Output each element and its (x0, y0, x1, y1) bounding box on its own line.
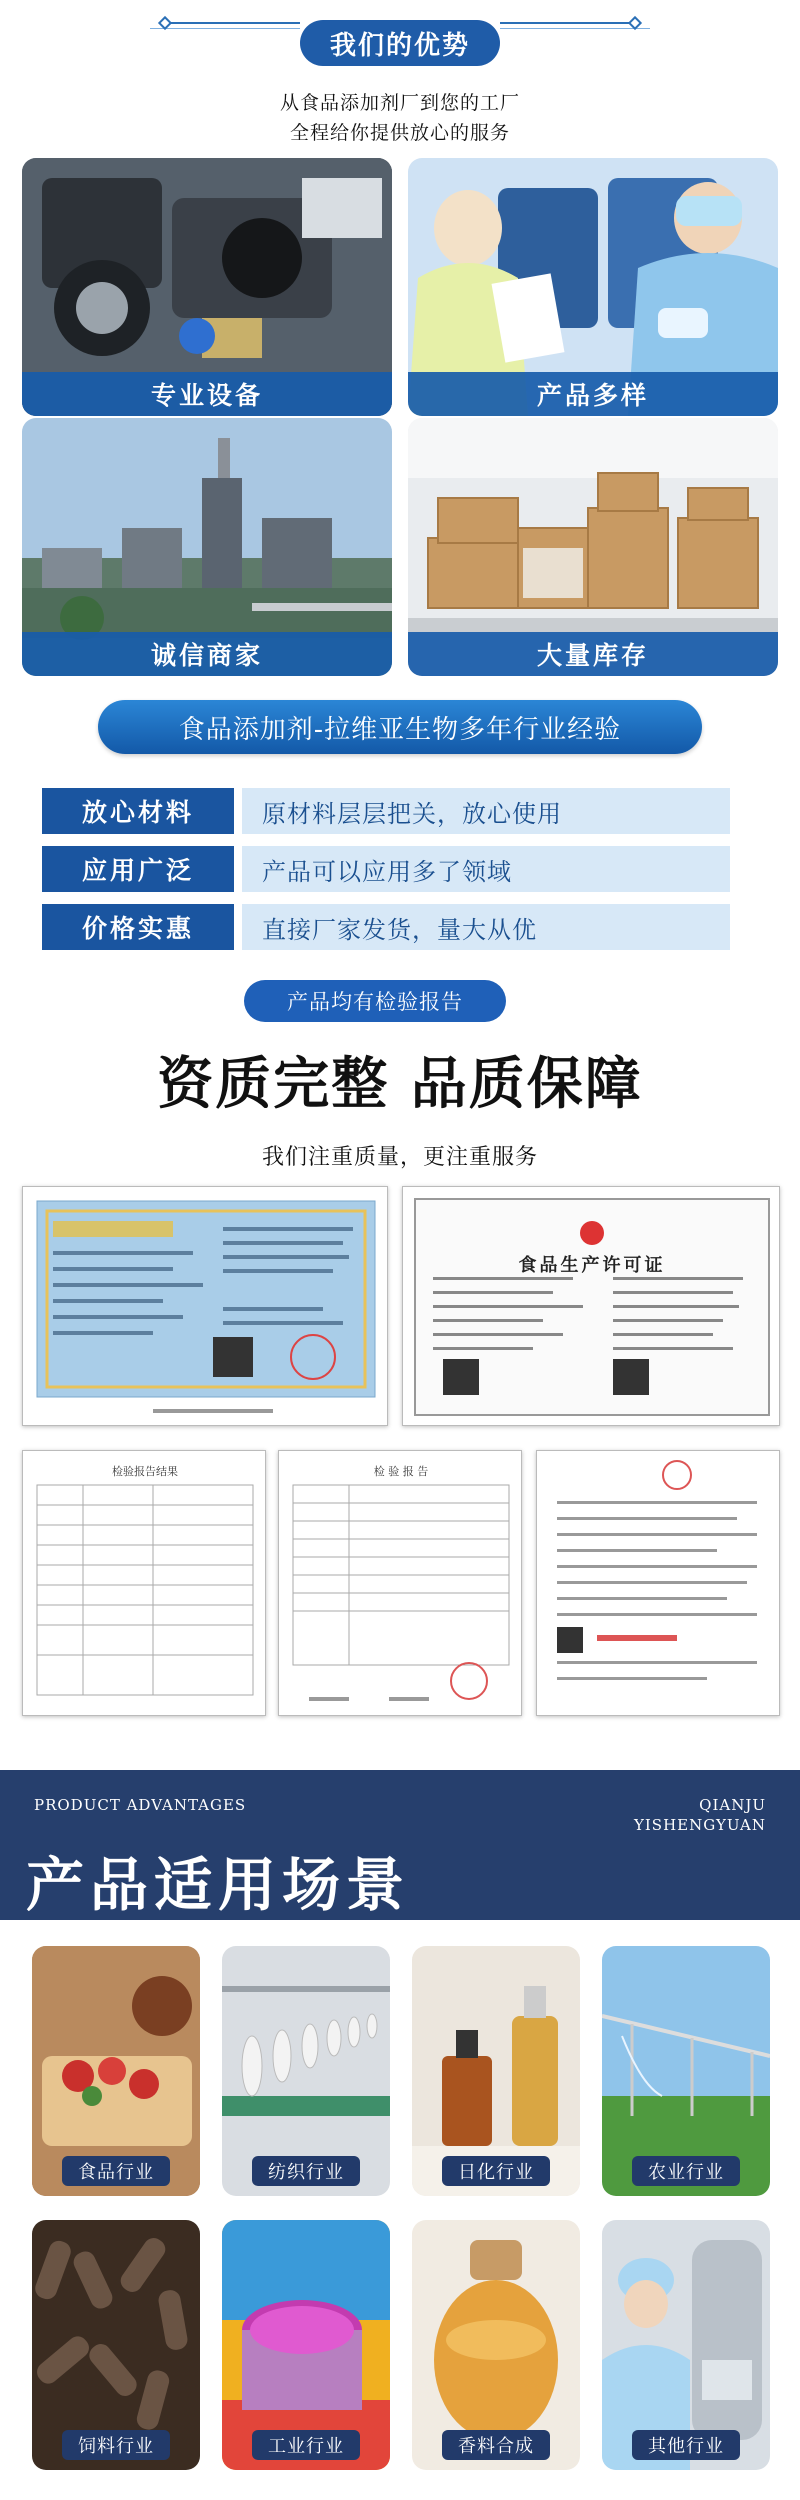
scene-food (32, 1946, 200, 2196)
business-license (22, 1186, 388, 1426)
scene-agriculture (602, 1946, 770, 2196)
tile-integrity-label: 诚信商家 (22, 632, 392, 676)
feature-tag: 价格实惠 (42, 904, 234, 950)
experience-banner: 食品添加剂-拉维亚生物多年行业经验 (98, 700, 702, 754)
scenarios-en-right-2: YISHENGYUAN (633, 1816, 766, 1834)
test-report-image (279, 1451, 522, 1716)
scene-other (602, 2220, 770, 2470)
header-title: 我们的优势 (300, 20, 500, 66)
header-line-right (500, 22, 630, 24)
feature-tag: 放心材料 (42, 788, 234, 834)
scenarios-en-right-1: QIANJU (699, 1796, 766, 1814)
scenarios-en-left: PRODUCT ADVANTAGES (34, 1796, 247, 1814)
header-line-left-thin (150, 28, 300, 29)
report-badge: 产品均有检验报告 (244, 980, 506, 1022)
scene-daily-chemical (412, 1946, 580, 2196)
scene-label: 饲料行业 (62, 2430, 170, 2460)
scene-label: 香料合成 (442, 2430, 550, 2460)
business-license-image (23, 1187, 388, 1426)
feature-row (42, 788, 730, 834)
scene-label: 日化行业 (442, 2156, 550, 2186)
header-line-left (170, 22, 300, 24)
scene-feed (32, 2220, 200, 2470)
header-subtitle-line2: 全程给你提供放心的服务 (289, 122, 510, 144)
scene-label: 工业行业 (252, 2430, 360, 2460)
scenarios-banner (0, 1770, 800, 1920)
tile-integrity (22, 418, 392, 676)
tile-equipment (22, 158, 392, 416)
scene-textile (222, 1946, 390, 2196)
scene-label: 纺织行业 (252, 2156, 360, 2186)
scene-label: 食品行业 (62, 2156, 170, 2186)
food-license-title: 食品生产许可证 (518, 1255, 666, 1276)
analysis-report (536, 1450, 780, 1716)
test-report (278, 1450, 522, 1716)
scene-label: 农业行业 (632, 2156, 740, 2186)
header-line-right-thin (500, 28, 650, 29)
tile-inventory-label: 大量库存 (408, 632, 778, 676)
feature-desc: 原材料层层把关，放心使用 (242, 788, 730, 834)
tile-equipment-label: 专业设备 (22, 372, 392, 416)
feature-row (42, 904, 730, 950)
scene-fragrance (412, 2220, 580, 2470)
feature-desc: 产品可以应用多了领域 (242, 846, 730, 892)
tile-variety (408, 158, 778, 416)
inspection-report-title: 检验报告结果 (112, 1465, 178, 1478)
tile-variety-label: 产品多样 (408, 372, 778, 416)
feature-desc: 直接厂家发货，量大从优 (242, 904, 730, 950)
scenarios-title: 产品适用场景 (26, 1851, 411, 1919)
scene-industry (222, 2220, 390, 2470)
inspection-report (22, 1450, 266, 1716)
quality-subtitle: 我们注重质量，更注重服务 (261, 1145, 538, 1170)
analysis-report-image (537, 1451, 780, 1716)
test-report-title: 检 验 报 告 (373, 1465, 429, 1478)
header-subtitle-line1: 从食品添加剂厂到您的工厂 (279, 92, 520, 114)
quality-title: 资质完整 品质保障 (157, 1052, 643, 1117)
food-license (402, 1186, 780, 1426)
scene-label: 其他行业 (632, 2430, 740, 2460)
inspection-report-image (23, 1451, 266, 1716)
feature-tag: 应用广泛 (42, 846, 234, 892)
tile-inventory (408, 418, 778, 676)
feature-row (42, 846, 730, 892)
food-license-image (403, 1187, 780, 1426)
